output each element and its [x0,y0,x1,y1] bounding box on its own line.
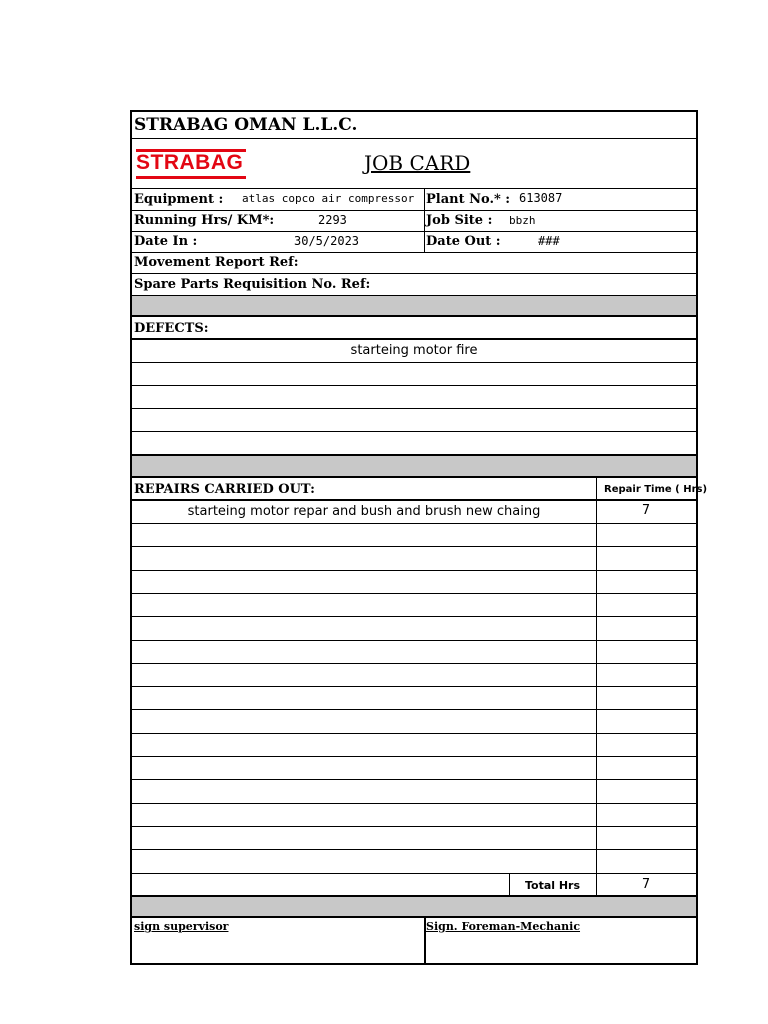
defect-line [132,363,696,386]
divider [424,232,425,252]
logo-text: STRABAG [136,151,244,174]
foreman-sign-label: Sign. Foreman-Mechanic [426,920,581,933]
site-value: bbzh [509,214,536,227]
repair-line [132,757,696,780]
repair-time-value: 7 [641,503,651,518]
movement-row [132,253,696,274]
repair-line [132,641,696,664]
equipment-row [132,189,696,211]
defect-line [132,409,696,432]
date-row [132,232,696,253]
spare-label: Spare Parts Requisition No. Ref: [134,277,371,292]
repair-line [132,804,696,827]
company-name: STRABAG OMAN L.L.C. [134,115,358,135]
grey-band [132,296,696,317]
repairs-header [132,478,708,501]
spare-row [132,274,696,296]
logo-bar-bottom [136,176,246,179]
defect-line [132,432,696,456]
divider [424,211,425,231]
defect-text: starteing motor fire [350,343,478,358]
divider [424,189,425,210]
repair-line [132,710,696,734]
date-out-label: Date Out : [426,234,501,249]
defect-line [132,386,696,409]
repair-line [132,547,696,571]
total-label: Total Hrs [524,879,581,892]
date-out-value: ### [538,234,560,248]
repair-time-label: Repair Time ( Hrs) [604,484,708,495]
grey-band [132,456,696,478]
running-label: Running Hrs/ KM*: [134,213,275,228]
running-row [132,211,696,232]
repairs-label: REPAIRS CARRIED OUT: [134,482,315,497]
equipment-label: Equipment : [134,192,224,207]
repair-line [132,827,696,850]
grey-band [132,897,696,918]
company-row [132,112,696,139]
repair-line [132,780,696,804]
plant-label: Plant No.* : [426,192,511,207]
job-card [130,110,708,965]
repair-line [132,687,696,710]
repair-line [132,617,696,641]
site-label: Job Site : [426,213,493,228]
repair-line [132,594,696,617]
page-title: JOB CARD [364,151,471,175]
defects-header [132,317,696,340]
date-in-value: 30/5/2023 [294,234,360,248]
date-in-label: Date In : [134,234,198,249]
equipment-value: atlas copco air compressor [242,192,415,205]
repair-text: starteing motor repar and bush and brush new chaing [187,504,541,519]
total-row [132,874,696,897]
repair-lines [132,501,696,874]
strabag-logo [136,149,246,179]
repair-line [132,524,696,547]
plant-value: 613087 [519,191,563,205]
movement-label: Movement Report Ref: [134,255,299,270]
repair-line [132,734,696,757]
repair-line [132,501,696,524]
divider [596,478,597,499]
supervisor-sign-label: sign supervisor [134,920,229,933]
repair-line [132,571,696,594]
running-value: 2293 [318,213,347,227]
repair-line [132,664,696,687]
defect-line [132,340,696,363]
header-row [132,139,696,189]
signature-row [132,918,696,963]
defects-label: DEFECTS: [134,321,209,336]
total-value: 7 [641,877,651,892]
repair-line [132,850,696,874]
